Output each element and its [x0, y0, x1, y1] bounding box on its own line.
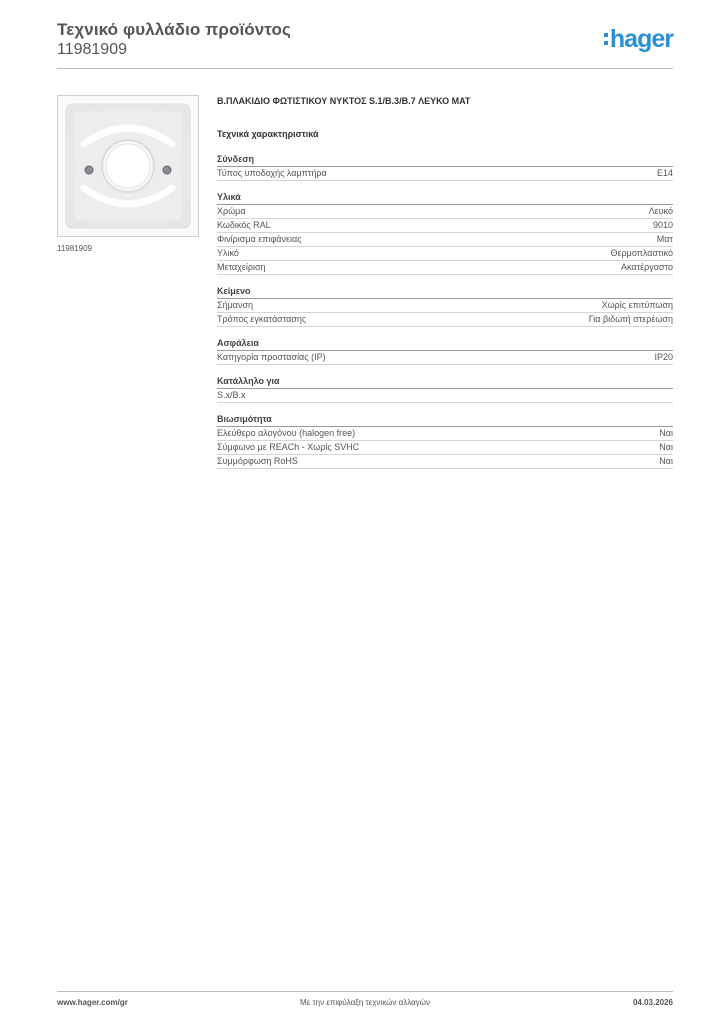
logo-text: hager: [609, 24, 673, 53]
spec-label: Τρόπος εγκατάστασης: [217, 314, 307, 324]
header-divider: [57, 68, 673, 69]
spec-label: Χρώμα: [217, 206, 246, 216]
spec-value: Χωρίς επιτύπωση: [601, 300, 673, 310]
spec-label: Ελεύθερο αλογόνου (halogen free): [217, 428, 356, 438]
spec-label: Φινίρισμα επιφάνειας: [217, 234, 302, 244]
spec-row: [217, 427, 673, 441]
section-title: Ασφάλεια: [217, 338, 673, 351]
spec-row: [217, 205, 673, 219]
image-caption: 11981909: [57, 244, 92, 253]
hager-logo: [604, 25, 673, 53]
spec-row: [217, 299, 673, 313]
spec-label: Κατηγορία προστασίας (IP): [217, 352, 326, 362]
footer-website: www.hager.com/gr: [57, 998, 128, 1007]
spec-label: Μεταχείριση: [217, 262, 266, 272]
document-title: Τεχνικό φυλλάδιο προϊόντος: [57, 20, 291, 39]
spec-value: Θερμοπλαστικό: [610, 248, 673, 258]
spec-value: Ναι: [659, 428, 673, 438]
footer-divider: [57, 991, 673, 992]
spec-value: Για βιδωτή στερέωση: [588, 314, 673, 324]
footer-date: 04.03.2026: [632, 998, 673, 1007]
spec-value: Ματ: [656, 234, 673, 244]
spec-value: 9010: [652, 220, 673, 230]
spec-label: Υλικό: [217, 248, 239, 258]
product-image: [57, 95, 199, 237]
spec-row: [217, 455, 673, 469]
spec-label: Κωδικός RAL: [217, 220, 271, 230]
document-number: 11981909: [57, 41, 127, 58]
spec-sections: [217, 154, 673, 469]
spec-value: Ναι: [659, 456, 673, 466]
section-title: Κείμενο: [217, 286, 673, 299]
spec-row: [217, 219, 673, 233]
spec-row: [217, 441, 673, 455]
spec-label: Συμμόρφωση RoHS: [217, 456, 298, 466]
spec-value: Ακατέργαστο: [621, 262, 673, 272]
spec-section: [217, 414, 673, 469]
spec-label: S.x/B.x: [217, 390, 246, 400]
section-title: Κατάλληλο για: [217, 376, 673, 389]
spec-row: [217, 233, 673, 247]
spec-row: [217, 351, 673, 365]
spec-row: [217, 247, 673, 261]
section-title: Σύνδεση: [217, 154, 673, 167]
spec-section: [217, 338, 673, 365]
spec-label: Σήμανση: [217, 300, 254, 310]
spec-row: [217, 389, 673, 403]
product-plate-image: [62, 100, 194, 232]
logo-dots-icon: [604, 33, 608, 45]
spec-row: [217, 167, 673, 181]
spec-value: E14: [656, 168, 673, 178]
page-header: [57, 20, 673, 68]
spec-section: [217, 192, 673, 275]
spec-label: Τύπος υποδοχής λαμπτήρα: [217, 168, 327, 178]
spec-label: Σύμφωνο με REACh - Χωρίς SVHC: [217, 442, 360, 452]
spec-row: [217, 313, 673, 327]
tech-specs-heading: Τεχνικά χαρακτηριστικά: [217, 129, 319, 139]
footer-note: Με την επιφύλαξη τεχνικών αλλαγών: [300, 998, 430, 1007]
spec-value: IP20: [654, 352, 673, 362]
product-name: Β.ΠΛΑΚΙΔΙΟ ΦΩΤΙΣΤΙΚΟΥ ΝΥΚΤΟΣ S.1/B.3/B.7 ΛΕΥΚΟ ΜΑΤ: [217, 96, 471, 106]
spec-row: [217, 261, 673, 275]
section-title: Βιωσιμότητα: [217, 414, 673, 427]
spec-value: Λευκό: [648, 206, 673, 216]
section-title: Υλικά: [217, 192, 673, 205]
spec-value: Ναι: [659, 442, 673, 452]
spec-section: [217, 376, 673, 403]
spec-section: [217, 286, 673, 327]
spec-section: [217, 154, 673, 181]
spec-content: [217, 96, 673, 469]
